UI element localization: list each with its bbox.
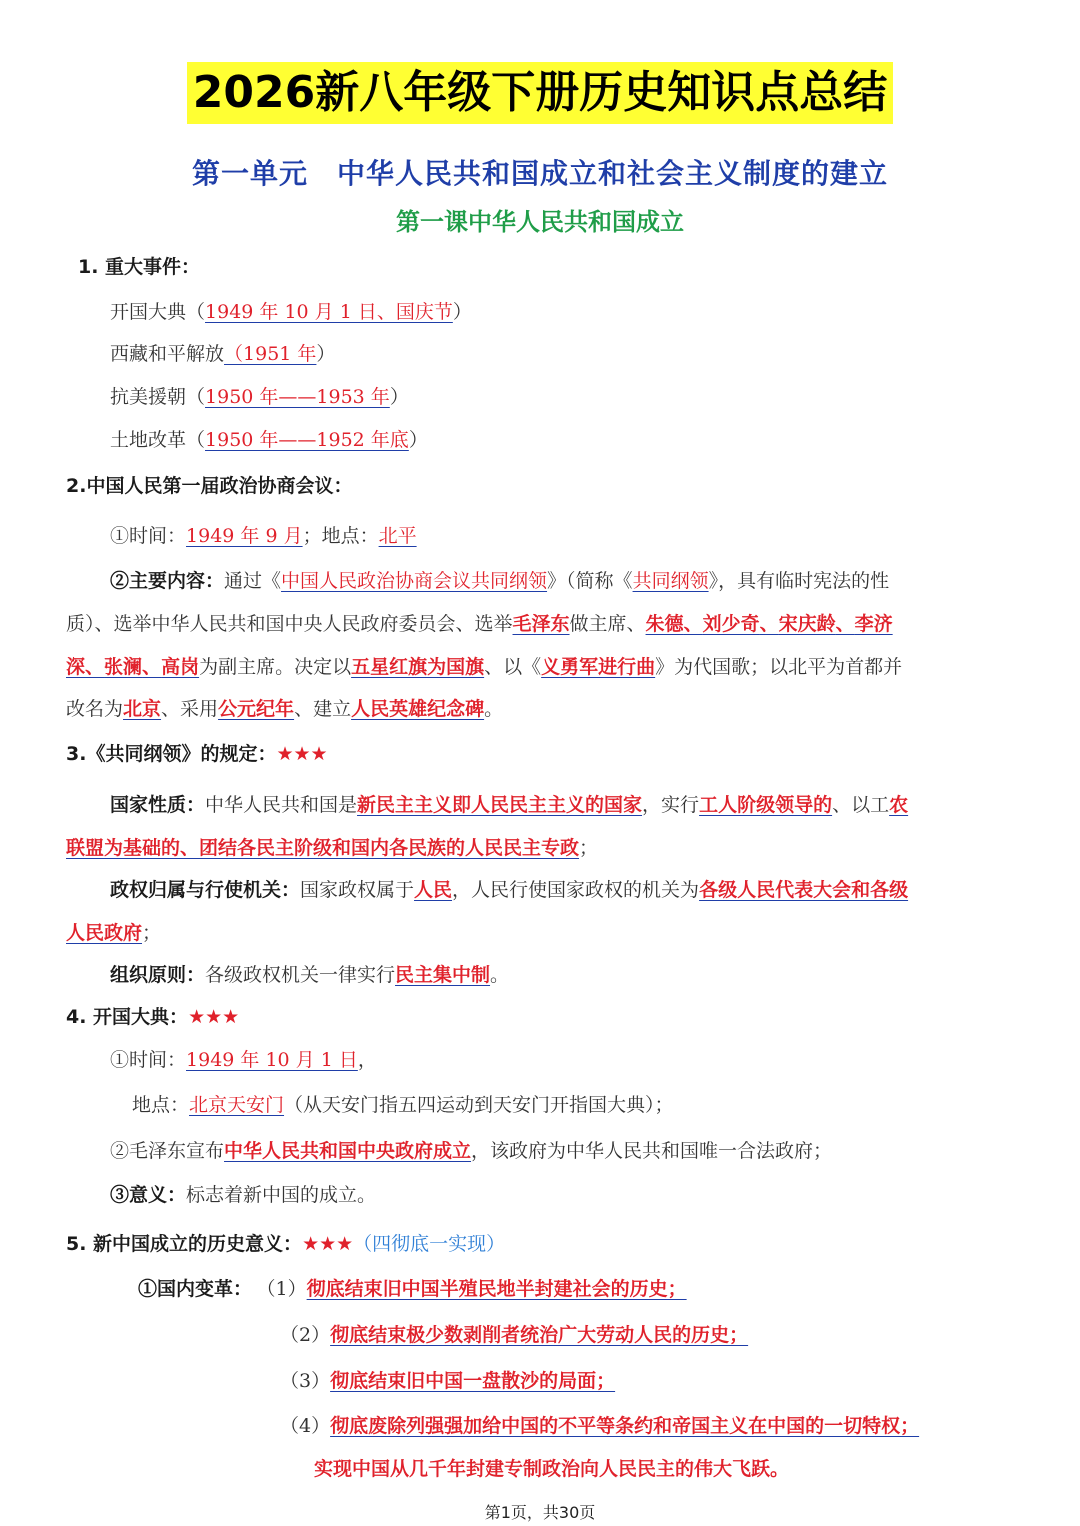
answer: 高岗 — [161, 656, 200, 678]
answer: 义勇军进行曲 — [541, 656, 656, 678]
event-label: 开国大典（ — [110, 301, 206, 323]
label: ①时间： — [110, 525, 187, 547]
text: ；地点： — [302, 525, 379, 547]
event-korea — [110, 384, 409, 410]
event-label: 抗美援朝（ — [110, 386, 206, 408]
domestic-item-4 — [280, 1413, 919, 1439]
answer: 彻底废除列强强加给中国的不平等条约和帝国主义在中国的一切特权； — [330, 1415, 920, 1437]
answer: 共同纲领 — [632, 570, 709, 592]
label: 政权归属与行使机关： — [110, 879, 301, 901]
event-answer: （1951 年 — [224, 343, 317, 365]
state-nature-line-2 — [66, 835, 598, 861]
text: （从天安门指五四运动到天安门开指国大典）； — [284, 1094, 674, 1116]
heading-text: 3.《共同纲领》的规定： — [66, 743, 277, 765]
answer: 1949 年 9 月 — [186, 525, 303, 547]
text: 、以工 — [832, 794, 890, 816]
document-title: 2026新八年级下册历史知识点总结 — [187, 62, 893, 124]
answer: 工人阶级领导的 — [699, 794, 833, 816]
event-tibet — [110, 341, 335, 367]
answer: 农 — [889, 794, 909, 816]
answer: 张澜 — [104, 656, 143, 678]
state-nature-line-1 — [110, 792, 908, 818]
answer: 各级人民代表大会和各级 — [699, 879, 909, 901]
cppcc-content-line-1 — [110, 568, 889, 594]
separator: 、 — [759, 613, 779, 635]
answer: 人民政府 — [66, 922, 143, 944]
text: ②毛泽东宣布 — [110, 1140, 225, 1162]
label: ①国内变革： — [138, 1278, 253, 1300]
unit-title: 第一单元 中华人民共和国成立和社会主义制度的建立 — [191, 157, 888, 190]
text: ，实行 — [642, 794, 700, 816]
power-line-2 — [66, 920, 161, 946]
text: 各级政权机关一律实行 — [205, 964, 396, 986]
star-rating: ★★★ — [302, 1233, 354, 1255]
text: 》（简称《 — [547, 570, 633, 592]
event-founding-ceremony — [110, 299, 472, 325]
answer: 彻底结束旧中国一盘散沙的局面； — [330, 1370, 616, 1392]
item-number: （3） — [280, 1370, 331, 1392]
page-footer: 第1页，共30页 — [484, 1503, 596, 1522]
cppcc-time-place — [110, 523, 417, 549]
text: 通过《 — [224, 570, 282, 592]
section-3-heading — [66, 741, 328, 767]
section-2-heading: 2.中国人民第一届政治协商会议： — [66, 475, 353, 497]
power-line-1 — [110, 877, 908, 903]
answer: 1949 年 10 月 1 日 — [186, 1049, 358, 1071]
label: 地点： — [132, 1094, 190, 1116]
domestic-item-2 — [280, 1322, 748, 1348]
event-paren: ） — [408, 429, 428, 451]
section-1-heading: 1. 重大事件： — [78, 256, 201, 278]
text: 做主席、 — [569, 613, 646, 635]
answer: 李济 — [854, 613, 893, 635]
answer: 新民主主义即人民民主主义的国家 — [357, 794, 643, 816]
text: ； — [142, 922, 162, 944]
title-wrap — [0, 62, 1080, 124]
answer: 中国人民政治协商会议共同纲领 — [281, 570, 548, 592]
domestic-item-1 — [138, 1276, 687, 1302]
text: ； — [579, 837, 599, 859]
cppcc-content-line-2 — [66, 611, 893, 637]
text: ，人民行使国家政权的机关为 — [452, 879, 700, 901]
text: 、以《 — [484, 656, 542, 678]
label: ③意义： — [110, 1184, 187, 1206]
answer: 公元纪年 — [218, 698, 295, 720]
answer: 五星红旗为国旗 — [351, 656, 485, 678]
answer: 深 — [66, 656, 86, 678]
separator: 、 — [85, 656, 105, 678]
text: 质）、选举中华人民共和国中央人民政府委员会、选举 — [66, 613, 513, 635]
item-number: （2） — [280, 1324, 331, 1346]
text: 标志着新中国的成立。 — [186, 1184, 377, 1206]
ceremony-place — [132, 1092, 674, 1118]
lesson-title: 第一课中华人民共和国成立 — [396, 207, 684, 236]
heading-text: 5. 新中国成立的历史意义： — [66, 1233, 303, 1255]
text: 》，具有临时宪法的性 — [708, 570, 890, 592]
event-answer: 1950 年——1952 年底 — [205, 429, 409, 451]
text: 、采用 — [161, 698, 219, 720]
cppcc-content-line-3 — [66, 654, 902, 680]
text: ， — [357, 1049, 377, 1071]
section-4-heading — [66, 1004, 239, 1030]
answer: 朱德 — [645, 613, 684, 635]
text: 。 — [484, 698, 504, 720]
text: 国家政权属于 — [300, 879, 415, 901]
separator: 、 — [835, 613, 855, 635]
answer: 联盟为基础的、团结各民主阶级和国内各民族的人民民主专政 — [66, 837, 580, 859]
ceremony-significance — [110, 1182, 376, 1208]
answer: 彻底结束旧中国半殖民地半封建社会的历史； — [306, 1278, 687, 1300]
star-rating: ★★★ — [276, 743, 328, 765]
event-paren: ） — [389, 386, 409, 408]
separator: 、 — [142, 656, 162, 678]
text: 。 — [490, 964, 510, 986]
text: ，该政府为中华人民共和国唯一合法政府； — [471, 1140, 833, 1162]
answer: 人民 — [414, 879, 453, 901]
heading-text: 4. 开国大典： — [66, 1006, 189, 1028]
text: 为副主席。决定以 — [199, 656, 352, 678]
answer: 民主集中制 — [395, 964, 491, 986]
event-answer: 1950 年——1953 年 — [205, 386, 390, 408]
mnemonic-note: （四彻底一实现） — [353, 1233, 506, 1255]
cppcc-content-line-4 — [66, 696, 503, 722]
text: 中华人民共和国是 — [205, 794, 358, 816]
label: 国家性质： — [110, 794, 206, 816]
ceremony-declaration — [110, 1138, 832, 1164]
label: ①时间： — [110, 1049, 187, 1071]
separator: 、 — [683, 613, 703, 635]
event-label: 土地改革（ — [110, 429, 206, 451]
item-number: （4） — [280, 1415, 331, 1437]
event-answer: 1949 年 10 月 1 日、国庆节 — [205, 301, 453, 323]
label: ②主要内容： — [110, 570, 225, 592]
answer: 北平 — [378, 525, 417, 547]
answer: 彻底结束极少数剥削者统治广大劳动人民的历史； — [330, 1324, 749, 1346]
section-5-heading — [66, 1231, 505, 1257]
text: 、建立 — [294, 698, 352, 720]
event-label: 西藏和平解放 — [110, 343, 225, 365]
domestic-item-3 — [280, 1368, 615, 1394]
answer: 北京天安门 — [189, 1094, 285, 1116]
event-land-reform — [110, 427, 428, 453]
answer: 毛泽东 — [512, 613, 570, 635]
org-principle — [110, 962, 509, 988]
final-achievement: 实现中国从几千年封建专制政治向人民民主的伟大飞跃。 — [314, 1458, 790, 1480]
answer: 人民英雄纪念碑 — [351, 698, 485, 720]
event-paren: ） — [452, 301, 472, 323]
item-number: （1） — [266, 1278, 307, 1300]
ceremony-time — [110, 1047, 377, 1073]
event-paren: ） — [316, 343, 336, 365]
text: 改名为 — [66, 698, 124, 720]
answer: 刘少奇 — [702, 613, 760, 635]
answer: 宋庆龄 — [778, 613, 836, 635]
star-rating: ★★★ — [188, 1006, 240, 1028]
answer: 中华人民共和国中央政府成立 — [224, 1140, 472, 1162]
answer: 北京 — [123, 698, 162, 720]
label: 组织原则： — [110, 964, 206, 986]
text: 》为代国歌；以北平为首都并 — [655, 656, 903, 678]
